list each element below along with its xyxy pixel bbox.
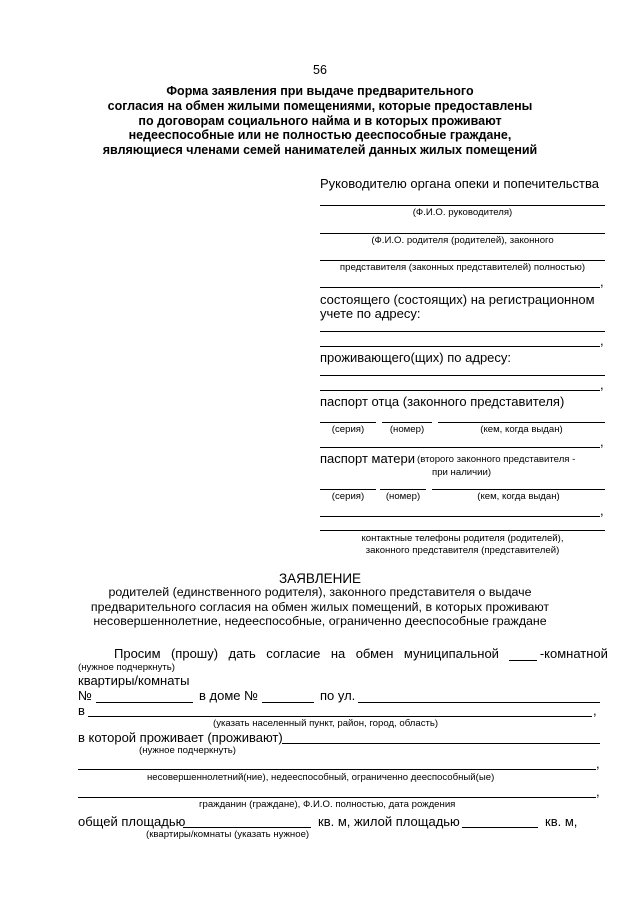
rooms-suffix: -комнатной: [539, 646, 608, 661]
parent-fio-caption-1: (Ф.И.О. родителя (родителей), законного: [371, 235, 554, 246]
word: (прошу): [170, 646, 219, 661]
subtitle-line: несовершеннолетние, недееспособные, ограниченно дееспособные граждане: [93, 614, 547, 629]
parent-fio-caption-2: представителя (законных представителей) полностью): [339, 262, 586, 273]
comma: ,: [600, 503, 604, 518]
father-passport-label: паспорт отца (законного представителя): [320, 394, 565, 409]
father-issued-line[interactable]: [438, 422, 605, 423]
total-area-label: общей площадью: [78, 814, 186, 829]
in-label: в: [78, 703, 85, 718]
word: Просим: [114, 646, 161, 661]
phones-caption: контактные телефоны родителя (родителей),: [361, 533, 564, 544]
request-line: [114, 646, 608, 661]
comma: ,: [593, 703, 597, 718]
title-line: являющиеся членами семей нанимателей данных жилых помещений: [102, 143, 538, 158]
mother-note: (второго законного представителя -: [417, 454, 576, 465]
number-caption: (номер): [385, 491, 421, 502]
rooms-field[interactable]: [509, 647, 537, 661]
page-number: 56: [313, 63, 327, 77]
series-caption: (серия): [331, 424, 365, 435]
series-caption: (серия): [331, 491, 365, 502]
father-passport-line-2[interactable]: [320, 447, 600, 448]
living-area-label: кв. м, жилой площадью: [318, 814, 460, 829]
mother-note-2: при наличии): [432, 467, 492, 478]
phones-caption-2: законного представителя (представителей): [365, 545, 560, 556]
area-caption: (квартиры/комнаты (указать нужное): [146, 829, 310, 840]
form-title: [60, 84, 580, 158]
comma: ,: [600, 434, 604, 449]
subtitle-line: родителей (единственного родителя), законного представителя о выдаче: [108, 585, 532, 599]
mother-issued-line[interactable]: [432, 489, 605, 490]
title-line: по договорам социального найма и в которых проживают: [138, 113, 502, 128]
number-caption: (номер): [389, 424, 425, 435]
parent-fio-line-3[interactable]: [320, 287, 600, 288]
comma: ,: [596, 784, 600, 799]
residing-label: проживающего(щих) по адресу:: [320, 350, 512, 365]
registered-address-line-2[interactable]: [320, 346, 600, 347]
subtitle-line: предварительного согласия на обмен жилых помещений, в которых проживают: [90, 599, 550, 614]
title-line: Форма заявления при выдаче предварительного: [166, 84, 474, 98]
registered-label: состоящего (состоящих) на регистрационном: [320, 292, 595, 307]
street-field[interactable]: [358, 702, 600, 703]
issued-caption: (кем, когда выдан): [480, 424, 563, 435]
lives-label: в которой проживает (проживают): [78, 730, 283, 745]
comma: ,: [600, 274, 604, 289]
title-line: недееспособные или не полностью дееспособные граждане,: [128, 128, 512, 143]
mother-passport-line-2[interactable]: [320, 516, 600, 517]
underline-note-2: (нужное подчеркнуть): [139, 745, 236, 756]
word: обмен: [355, 646, 394, 661]
flat-label: квартиры/комнаты: [78, 673, 190, 688]
registered-address-line-1[interactable]: [320, 331, 605, 332]
head-fio-caption: (Ф.И.О. руководителя): [412, 207, 513, 218]
house-label: в доме №: [199, 688, 259, 703]
registered-label-2: учете по адресу:: [320, 306, 421, 321]
parent-fio-line-2[interactable]: [320, 260, 605, 261]
living-area-field[interactable]: [462, 827, 538, 828]
locality-field[interactable]: [88, 716, 592, 717]
phones-line[interactable]: [320, 530, 605, 531]
head-fio-line[interactable]: [320, 205, 605, 206]
persons-caption: несовершеннолетний(ние), недееспособный, ограниченно дееспособный(ые): [147, 772, 495, 783]
mother-series-line[interactable]: [320, 489, 376, 490]
comma: ,: [600, 377, 604, 392]
comma: ,: [596, 756, 600, 771]
citizen-field[interactable]: [78, 797, 596, 798]
father-number-line[interactable]: [382, 422, 432, 423]
flat-no-field[interactable]: [96, 702, 193, 703]
comma: ,: [600, 333, 604, 348]
street-label: по ул.: [320, 688, 356, 703]
residing-address-line-2[interactable]: [320, 390, 600, 391]
statement-heading: ЗАЯВЛЕНИЕ: [278, 571, 362, 586]
title-line: согласия на обмен жилыми помещениями, которые предоставлены: [107, 98, 533, 113]
mother-number-line[interactable]: [380, 489, 426, 490]
father-series-line[interactable]: [320, 422, 376, 423]
citizen-caption: гражданин (граждане), Ф.И.О. полностью, дата рождения: [199, 799, 456, 810]
flat-no-label: №: [78, 688, 92, 703]
word: муниципальной: [403, 646, 499, 661]
total-area-field[interactable]: [183, 827, 311, 828]
statement-subtitle: [60, 585, 580, 629]
word: согласие: [266, 646, 321, 661]
sqm-label: кв. м,: [545, 814, 578, 829]
issued-caption: (кем, когда выдан): [477, 491, 560, 502]
parent-fio-line-1[interactable]: [320, 233, 605, 234]
lives-field[interactable]: [282, 743, 600, 744]
residing-address-line-1[interactable]: [320, 375, 605, 376]
word: дать: [228, 646, 256, 661]
house-field[interactable]: [262, 702, 314, 703]
word: на: [330, 646, 346, 661]
persons-field[interactable]: [78, 769, 596, 770]
underline-note: (нужное подчеркнуть): [78, 662, 175, 673]
mother-passport-label: паспорт матери: [320, 451, 415, 466]
recipient-heading: Руководителю органа опеки и попечительства: [320, 176, 599, 191]
locality-caption: (указать населенный пункт, район, город, область): [213, 718, 439, 729]
